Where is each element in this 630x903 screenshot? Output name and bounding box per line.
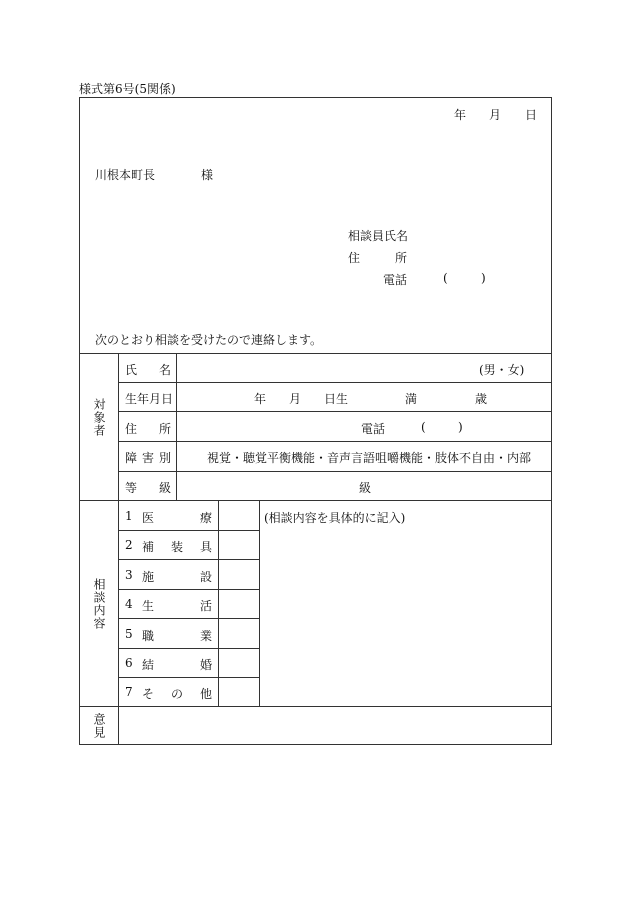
opinion-field[interactable] bbox=[119, 707, 550, 743]
item-living: 生 活 bbox=[142, 599, 212, 613]
divider-subject bbox=[79, 500, 552, 501]
subject-section-label: 対象者 bbox=[92, 398, 106, 437]
label-grade: 等 級 bbox=[125, 481, 171, 495]
label-birthdate: 生 年 月 日 bbox=[125, 392, 174, 406]
opinion-section-label: 意見 bbox=[92, 713, 106, 739]
intro-text: 次のとおり相談を受けたので連絡します。 bbox=[95, 333, 323, 347]
item-number: 4 bbox=[125, 597, 133, 611]
addressee: 川根本町長 bbox=[95, 168, 156, 182]
row-line bbox=[118, 471, 552, 472]
detail-field[interactable] bbox=[260, 526, 550, 704]
item-number: 1 bbox=[125, 509, 133, 523]
address-label-char1: 住 bbox=[348, 251, 361, 265]
row-line bbox=[118, 382, 552, 383]
subject-phone-paren-close: ) bbox=[458, 420, 463, 434]
label-address: 住 所 bbox=[125, 422, 171, 436]
gender-options: (男・女) bbox=[479, 363, 525, 377]
subject-label-line bbox=[176, 353, 177, 500]
check-cell-living[interactable] bbox=[219, 590, 258, 617]
check-cell-marriage[interactable] bbox=[219, 649, 258, 676]
birth-day-unit: 日生 bbox=[324, 392, 349, 406]
date-month-label: 月 bbox=[489, 108, 502, 122]
date-day-label: 日 bbox=[525, 108, 538, 122]
age-unit: 歳 bbox=[475, 392, 488, 406]
date-year-label: 年 bbox=[454, 108, 467, 122]
item-number: 3 bbox=[125, 568, 133, 582]
consultation-section-label: 相談内容 bbox=[92, 578, 106, 630]
item-medical: 医 療 bbox=[142, 511, 212, 525]
subject-phone-label: 電話 bbox=[361, 422, 386, 436]
label-disability-type: 障 害 別 bbox=[125, 451, 171, 465]
birth-year-unit: 年 bbox=[254, 392, 267, 406]
address-label-char2: 所 bbox=[395, 251, 408, 265]
check-cell-other[interactable] bbox=[219, 678, 258, 705]
row-line bbox=[118, 411, 552, 412]
honorific: 様 bbox=[201, 168, 214, 182]
check-cell-medical[interactable] bbox=[219, 501, 258, 529]
age-prefix: 満 bbox=[405, 392, 418, 406]
check-cell-employment[interactable] bbox=[219, 619, 258, 647]
phone-paren-open: ( bbox=[443, 271, 448, 285]
label-column-line bbox=[118, 353, 119, 745]
detail-note: (相談内容を具体的に記入) bbox=[264, 511, 406, 525]
item-marriage: 結 婚 bbox=[142, 658, 212, 672]
subject-phone-paren-open: ( bbox=[421, 420, 426, 434]
divider-header bbox=[79, 353, 552, 354]
grade-unit: 級 bbox=[359, 481, 372, 495]
label-name: 氏 名 bbox=[125, 363, 171, 377]
item-other: そ の 他 bbox=[142, 687, 212, 701]
item-number: 7 bbox=[125, 685, 133, 699]
phone-paren-close: ) bbox=[481, 271, 486, 285]
row-line bbox=[118, 441, 552, 442]
form-number: 様式第6号(5関係) bbox=[79, 82, 176, 96]
disability-options: 視覚・聴覚平衡機能・音声言語咀嚼機能・肢体不自由・内部 bbox=[207, 451, 532, 465]
item-prosthetics: 補 装 具 bbox=[142, 540, 212, 554]
consultant-name-label: 相談員氏名 bbox=[348, 229, 409, 243]
item-number: 5 bbox=[125, 627, 133, 641]
phone-label: 電話 bbox=[383, 273, 408, 287]
item-employment: 職 業 bbox=[142, 629, 212, 643]
birth-month-unit: 月 bbox=[289, 392, 302, 406]
check-cell-facility[interactable] bbox=[219, 560, 258, 588]
item-number: 6 bbox=[125, 656, 133, 670]
check-cell-prosthetics[interactable] bbox=[219, 531, 258, 558]
item-facility: 施 設 bbox=[142, 570, 212, 584]
item-number: 2 bbox=[125, 538, 133, 552]
